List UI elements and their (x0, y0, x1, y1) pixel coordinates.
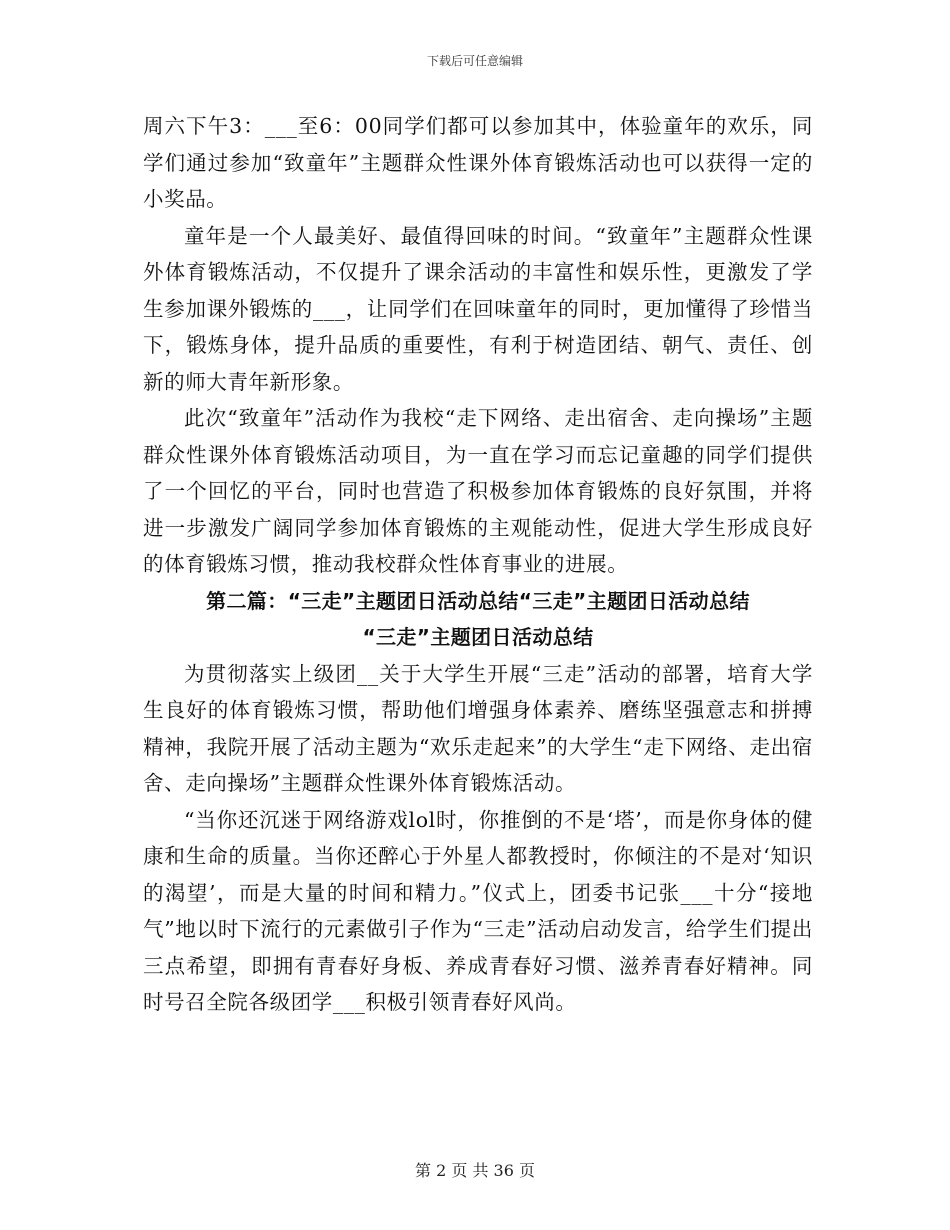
section-subheading: “三走”主题团日活动总结 (362, 625, 594, 649)
section-heading: 第二篇：“三走”主题团日活动总结“三走”主题团日活动总结 (206, 588, 750, 613)
page-header: 下载后可任意编辑 (426, 54, 523, 68)
paragraph-3: 此次“致童年”活动作为我校“走下网络、走出宿舍、走向操场”主题群众性课外体育锻炼活动项目，为一直在学习而忘记童趣的同学们提供了一个回忆的平台，同时也营造了积极参加体育锻炼的良好氛围，并将进一步激发广阔同学参加体育锻炼的主观能动性，促进大学生形成良好的体育锻炼习惯，推动我校群众性体育事业的进展。 (143, 406, 813, 576)
document-body (143, 108, 813, 1021)
section-paragraph-2: “当你还沉迷于网络游戏lol时，你推倒的不是‘塔’，而是你身体的健康和生命的质量。当你还醉心于外星人都教授时，你倾注的不是对‘知识的渴望’，而是大量的时间和精力。”仪式上，团委书记张___十分“接地气”地以时下流行的元素做引子作为“三走”活动启动发言，给学生们提出三点希望，即拥有青春好身板、养成青春好习惯、滋养青春好精神。同时号召全院各级团学___积极引领青春好风尚。 (143, 807, 813, 1014)
section-paragraph-1: 为贯彻落实上级团__关于大学生开展“三走”活动的部署，培育大学生良好的体育锻炼习惯，帮助他们增强身体素养、磨练坚强意志和拼搏精神，我院开展了活动主题为“欢乐走起来”的大学生“走下网络、走出宿舍、走向操场”主题群众性课外体育锻炼活动。 (143, 661, 813, 795)
page-number: 第 2 页 共 36 页 (415, 1161, 535, 1180)
paragraph-2: 童年是一个人最美好、最值得回味的时间。“致童年”主题群众性课外体育锻炼活动，不仅提升了课余活动的丰富性和娱乐性，更激发了学生参加课外锻炼的___，让同学们在回味童年的同时，更加懂得了珍惜当下，锻炼身体，提升品质的重要性，有利于树造团结、朝气、责任、创新的师大青年新形象。 (143, 223, 813, 394)
paragraph-1: 周六下午3：___至6：00同学们都可以参加其中，体验童年的欢乐，同学们通过参加“致童年”主题群众性课外体育锻炼活动也可以获得一定的小奖品。 (143, 114, 813, 211)
